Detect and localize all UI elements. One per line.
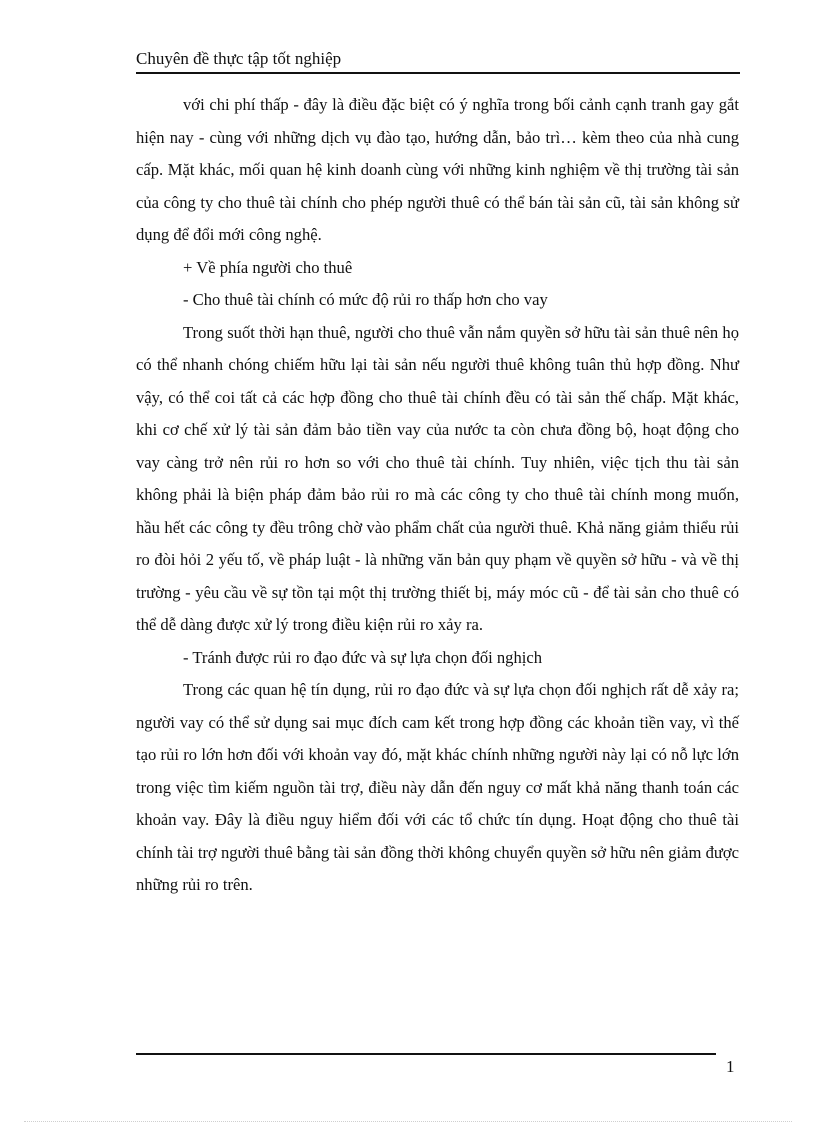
page-header bbox=[136, 48, 740, 74]
document-body bbox=[136, 89, 739, 902]
page-number: 1 bbox=[726, 1057, 735, 1076]
paragraph-lessor-heading: + Về phía người cho thuê bbox=[183, 257, 353, 277]
paragraph-risk-body: Trong suốt thời hạn thuê, người cho thuê vẫn nắm quyền sở hữu tài sản thuê nên họ có thể nhanh chóng chiếm hữu lại tài sản nếu người thuê không tuân thủ hợp đồng. Như vậy, có thể coi tất cả các hợp đồng cho thuê tài chính đều có tài sản thế chấp. Mặt khác, khi cơ chế xử lý tài sản đảm bảo tiền vay của nước ta còn chưa đồng bộ, hoạt động cho vay càng trở nên rủi ro hơn so với cho thuê tài chính. Tuy nhiên, việc tịch thu tài sản không phải là biện pháp đảm bảo rủi ro mà các công ty cho thuê tài chính mong muốn, hầu hết các công ty đều trông chờ vào phẩm chất của người thuê. Khả năng giảm thiểu rủi ro đòi hỏi 2 yếu tố, về pháp luật - là những văn bản quy phạm về quyền sở hữu - và về thị trường - yêu cầu về sự tồn tại một thị trường thiết bị, máy móc cũ - để tài sản cho thuê có thể dễ dàng được xử lý trong điều kiện rủi ro xảy ra. bbox=[136, 322, 739, 634]
header-title: Chuyên đề thực tập tốt nghiệp bbox=[136, 49, 342, 68]
paragraph-risk-heading: - Cho thuê tài chính có mức độ rủi ro thấp hơn cho vay bbox=[183, 290, 548, 309]
page-edge-divider bbox=[24, 1121, 792, 1122]
paragraph-continuation: với chi phí thấp - đây là điều đặc biệt có ý nghĩa trong bối cảnh cạnh tranh gay gắt hiện nay - cùng với những dịch vụ đào tạo, hướng dẫn, bảo trì… kèm theo của nhà cung cấp. Mặt khác, mối quan hệ kinh doanh cùng với những kinh nghiệm về thị trường tài sản của công ty cho thuê tài chính cho phép người thuê có thể bán tài sản cũ, tài sản không sử dụng để đổi mới công nghệ. bbox=[136, 95, 739, 244]
footer-rule bbox=[136, 1053, 716, 1055]
paragraph-moral-hazard-body: Trong các quan hệ tín dụng, rủi ro đạo đức và sự lựa chọn đối nghịch rất dễ xảy ra; người vay có thể sử dụng sai mục đích cam kết trong hợp đồng các khoản tiền vay, vì thế tạo rủi ro lớn hơn đối với khoản vay đó, mặt khác chính những người này lại có nỗ lực lớn trong việc tìm kiếm nguồn tài trợ, điều này dẫn đến nguy cơ mất khả năng thanh toán các khoản vay. Đây là điều nguy hiểm đối với các tổ chức tín dụng. Hoạt động cho thuê tài chính tài trợ người thuê bằng tài sản đồng thời không chuyển quyền sở hữu nên giảm được những rủi ro trên. bbox=[136, 680, 739, 894]
paragraph-moral-hazard-heading: - Tránh được rủi ro đạo đức và sự lựa chọn đối nghịch bbox=[183, 647, 543, 667]
